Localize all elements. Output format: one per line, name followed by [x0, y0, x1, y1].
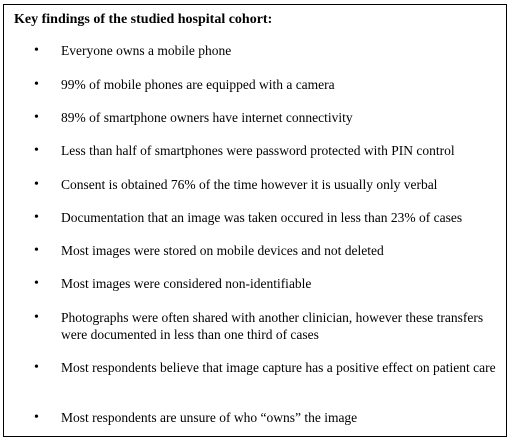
finding-text: Consent is obtained 76% of the time however it is usually only verbal — [61, 177, 438, 192]
finding-text: Most respondents believe that image capture has a positive effect on patient care — [61, 360, 496, 375]
bullet-icon: • — [34, 177, 39, 192]
bullet-icon: • — [34, 410, 39, 425]
finding-text: Most images were considered non-identifiable — [61, 276, 312, 291]
bullet-icon: • — [34, 110, 39, 125]
bullet-icon: • — [34, 210, 39, 225]
finding-text: Everyone owns a mobile phone — [61, 43, 232, 58]
finding-text: Most respondents are unsure of who “owns” the image — [61, 410, 358, 425]
box-title: Key findings of the studied hospital cohort: — [14, 12, 273, 27]
bullet-icon: • — [34, 310, 39, 325]
bullet-icon: • — [34, 276, 39, 291]
finding-text: Less than half of smartphones were password protected with PIN control — [61, 143, 455, 158]
finding-text: Most images were stored on mobile devices and not deleted — [61, 243, 384, 258]
bullet-icon: • — [34, 77, 39, 92]
bullet-icon: • — [34, 143, 39, 158]
finding-text: Photographs were often shared with another clinician, however these transfers were documented in less than one third of cases — [61, 310, 484, 342]
bullet-icon: • — [34, 43, 39, 58]
finding-text: Documentation that an image was taken occured in less than 23% of cases — [61, 210, 463, 225]
findings-box — [3, 4, 507, 437]
finding-text: 89% of smartphone owners have internet connectivity — [61, 110, 353, 125]
bullet-icon: • — [34, 243, 39, 258]
finding-text: 99% of mobile phones are equipped with a camera — [61, 77, 335, 92]
bullet-icon: • — [34, 360, 39, 375]
